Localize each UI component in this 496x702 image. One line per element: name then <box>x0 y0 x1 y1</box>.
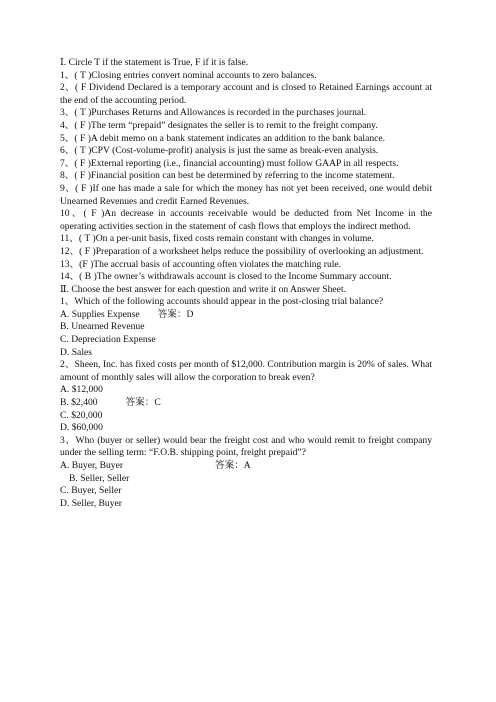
statement-6: 6、( T )CPV (Cost-volume-profit) analysis is just the same as break-even analysis. <box>60 145 379 157</box>
section1-title: Ⅰ. Circle T if the statement is True, F if it is false. <box>60 57 249 68</box>
statement-8: 8、( F )Financial position can best be determined by referring to the income statement. <box>60 170 395 182</box>
statement-7: 7、( F )External reporting (i.e., financial accounting) must follow GAAP in all respects. <box>60 157 399 169</box>
statement-1: 1、( T )Closing entries convert nominal accounts to zero balances. <box>60 69 317 81</box>
question-3-option-b: B. Seller, Seller <box>69 472 130 484</box>
question-2-stem: 2、Sheen, Inc. has fixed costs per month of $12,000. Contribution margin is 20% of sales. What amount of monthly sales will allow the corporation to break even? <box>60 359 432 383</box>
statement-2: 2、( F Dividend Declared is a temporary account and is closed to Retained Earnings account at the end of the accounting period. <box>60 82 432 106</box>
question-2-option-d: D. $60,000 <box>60 422 103 434</box>
question-2-option-b <box>60 397 432 410</box>
question-2-option-c: C. $20,000 <box>60 409 103 421</box>
question-1-stem: 1、Which of the following accounts should appear in the post-closing trial balance? <box>60 296 384 308</box>
statement-13: 13、(F )The accrual basis of accounting often violates the matching rule. <box>60 258 342 270</box>
document-content <box>60 57 432 510</box>
option-text: A. Supplies Expense <box>60 308 140 320</box>
statement-3: 3、( T )Purchases Returns and Allowances is recorded in the purchases journal. <box>60 107 367 119</box>
statement-11: 11、( T )On a per-unit basis, fixed costs remain constant with changes in volume. <box>60 233 374 245</box>
question-1-option-c: C. Depreciation Expense <box>60 334 156 346</box>
statement-12: 12、( F )Preparation of a worksheet helps reduce the possibility of overlooking an adjustment. <box>60 245 424 257</box>
answer-text: 答案：C <box>125 397 161 409</box>
statement-9: 9、( F )If one has made a sale for which the money has not yet been received, one would debit Unearned Revenues and credit Earned Revenues. <box>60 182 432 207</box>
question-1-option-d: D. Sales <box>60 346 92 358</box>
section2-title: Ⅱ. Choose the best answer for each question and write it on Answer Sheet. <box>60 283 347 295</box>
question-3-option-c: C. Buyer, Seller <box>60 485 122 497</box>
question-3-option-d: D. Seller, Buyer <box>60 497 122 509</box>
statement-10: 10、( F )An decrease in accounts receivable would be deducted from Net Income in the operating activities section in the statement of cash flows that employs the indirect method. <box>60 208 432 232</box>
question-3-option-a <box>60 460 432 473</box>
question-2-option-a: A. $12,000 <box>60 384 103 396</box>
statement-4: 4、( F )The term “prepaid” designates the seller is to remit to the freight company. <box>60 119 378 131</box>
answer-text: 答案：A <box>215 460 251 471</box>
answer-text: 答案：D <box>157 308 194 320</box>
question-1-option-a <box>60 309 432 322</box>
question-3-stem: 3、Who (buyer or seller) would bear the freight cost and who would remit to freight company under the selling term: “F.O.B. shipping point, freight prepaid”? <box>60 434 432 459</box>
statement-5: 5、( F )A debit memo on a bank statement indicates an addition to the bank balance. <box>60 132 386 144</box>
statement-14: 14、( B )The owner’s withdrawals account is closed to the Income Summary account. <box>60 271 392 283</box>
question-1-option-b: B. Unearned Revenue <box>60 321 145 333</box>
option-text: B. $2,400 <box>60 397 98 409</box>
option-text: A. Buyer, Buyer <box>60 460 124 471</box>
